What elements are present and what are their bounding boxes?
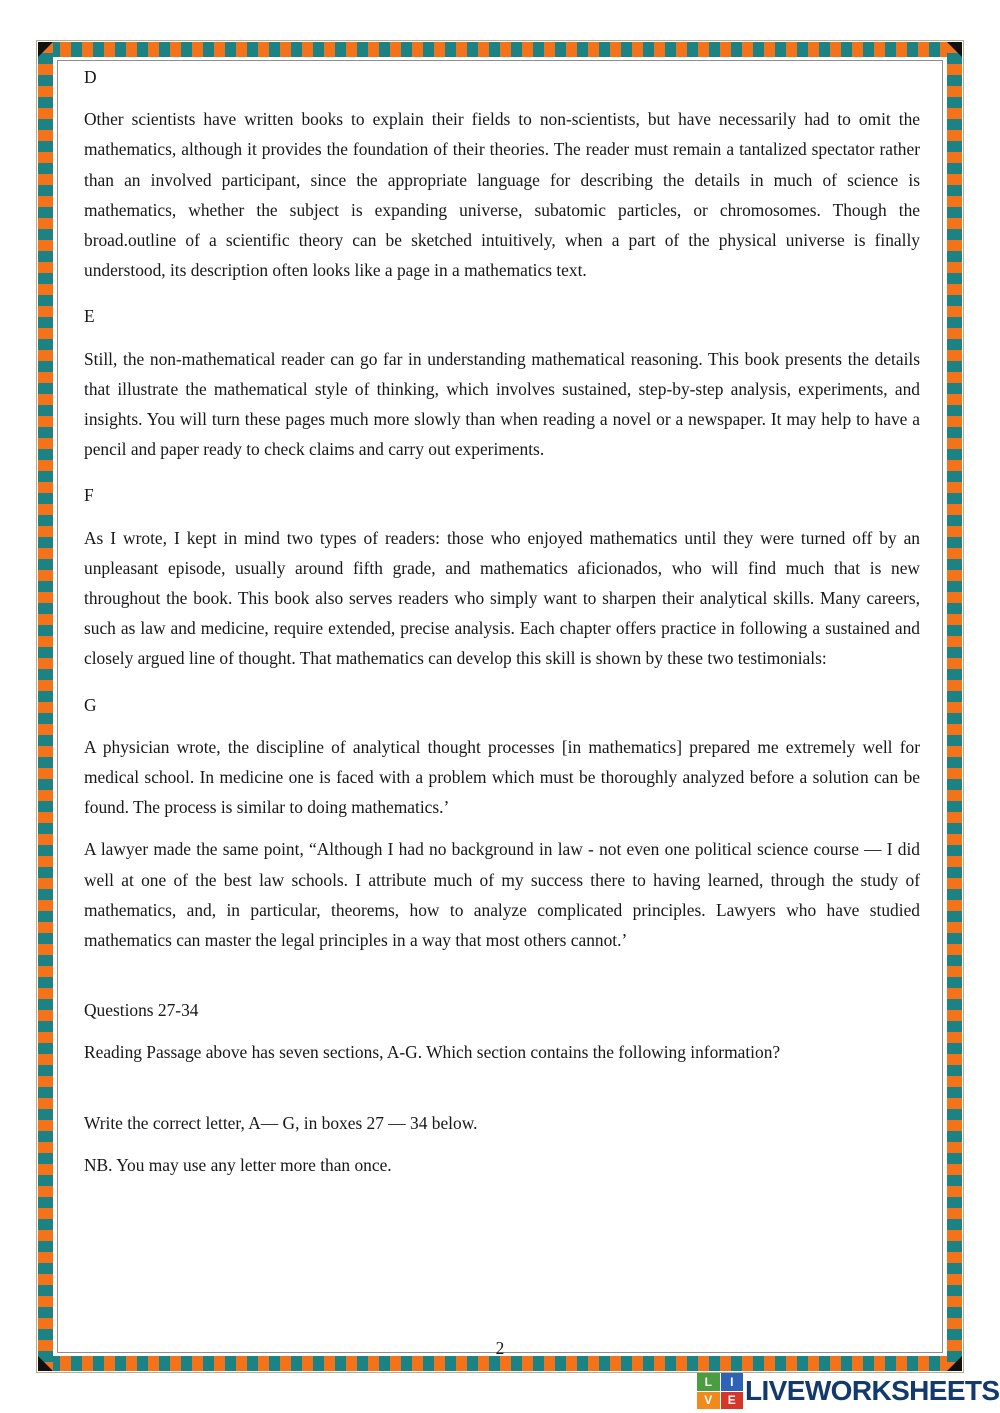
section-letter-e: E bbox=[84, 306, 95, 327]
logo-block-l: L bbox=[697, 1373, 720, 1391]
section-e-paragraph-1: Still, the non-mathematical reader can go far in understanding mathematical reasoning. This book presents the details that illustrate the mathematical style of thinking, which involves sustained, step-by-step analysis, experiments, and insights. You will turn these pages much more slowly than when reading a novel or a newspaper. It may help to have a pencil and paper ready to check claims and carry out experiments. bbox=[84, 348, 920, 460]
spacer bbox=[84, 332, 920, 344]
liveworksheets-logo[interactable] bbox=[697, 1371, 1000, 1411]
border-band-right bbox=[947, 42, 962, 1371]
section-letter-d: D bbox=[84, 67, 97, 87]
questions-note: NB. You may use any letter more than once. bbox=[84, 1154, 392, 1175]
questions-heading: Questions 27-34 bbox=[84, 1000, 199, 1021]
spacer bbox=[84, 511, 920, 523]
spacer bbox=[84, 822, 920, 834]
section-d-paragraph-1: Other scientists have written books to explain their fields to non-scientists, but have necessarily had to omit the mathematics, although it provides the foundation of their theories. The reader must remain a tantalized spectator rather than an involved participant, since the appropriate language for describing the details in much of science is mathematics, whether the subject is expanding universe, subatomic particles, or chromosomes. Though the broad.outline of a scientific theory can be sketched intuitively, when a part of the physical universe is finally understood, its description often looks like a page in a mathematics text. bbox=[84, 109, 920, 281]
section-letter-f: F bbox=[84, 485, 94, 506]
section-g-paragraph-2: A lawyer made the same point, “Although I had no background in law - not even one political science course — I did well at one of the best law schools. I attribute much of my success there to having learned, through the study of mathematics, and, in particular, theorems, how to analyze complicated principles. Lawyers who have studied mathematics can master the legal principles in a way that most others cannot.’ bbox=[84, 839, 920, 951]
logo-block-v: V bbox=[697, 1392, 720, 1410]
spacer bbox=[84, 1068, 920, 1108]
section-f-paragraph-1: As I wrote, I kept in mind two types of readers: those who enjoyed mathematics until they were turned off by an unpleasant episode, usually around fifth grade, and mathematics aficionados, who will find much that is new throughout the book. This book also serves readers who simply want to sharpen their analytical skills. Many careers, such as law and medicine, require extended, precise analysis. Each chapter offers practice in following a sustained and closely argued line of thought. That mathematics can develop this skill is shown by these two testimonials: bbox=[84, 527, 920, 669]
spacer bbox=[84, 955, 920, 995]
border-band-left bbox=[38, 42, 53, 1371]
section-letter-g: G bbox=[84, 694, 97, 715]
spacer bbox=[84, 464, 920, 480]
page-number: 2 bbox=[495, 1338, 505, 1358]
questions-write-instruction: Write the correct letter, A— G, in boxes 27 — 34 below. bbox=[84, 1112, 478, 1133]
border-band-top bbox=[38, 42, 962, 57]
liveworksheets-blocks-icon bbox=[697, 1373, 743, 1409]
spacer bbox=[84, 674, 920, 690]
spacer bbox=[84, 285, 920, 301]
border-corner-top-right bbox=[947, 42, 962, 57]
reading-passage-body bbox=[84, 62, 920, 1332]
spacer bbox=[84, 1138, 920, 1150]
spacer bbox=[84, 720, 920, 732]
logo-block-i: I bbox=[721, 1373, 744, 1391]
spacer bbox=[84, 92, 920, 104]
section-g-paragraph-1: A physician wrote, the discipline of analytical thought processes [in mathematics] prepared me extremely well for medical school. In medicine one is faced with a problem which must be thoroughly analyzed before a solution can be found. The process is similar to doing mathematics.’ bbox=[84, 736, 920, 818]
questions-instruction: Reading Passage above has seven sections, A-G. Which section contains the following information? bbox=[84, 1042, 781, 1063]
liveworksheets-wordmark: LIVEWORKSHEETS bbox=[745, 1375, 1000, 1406]
border-corner-top-left bbox=[38, 42, 53, 57]
logo-block-e: E bbox=[721, 1392, 744, 1410]
spacer bbox=[84, 1025, 920, 1037]
